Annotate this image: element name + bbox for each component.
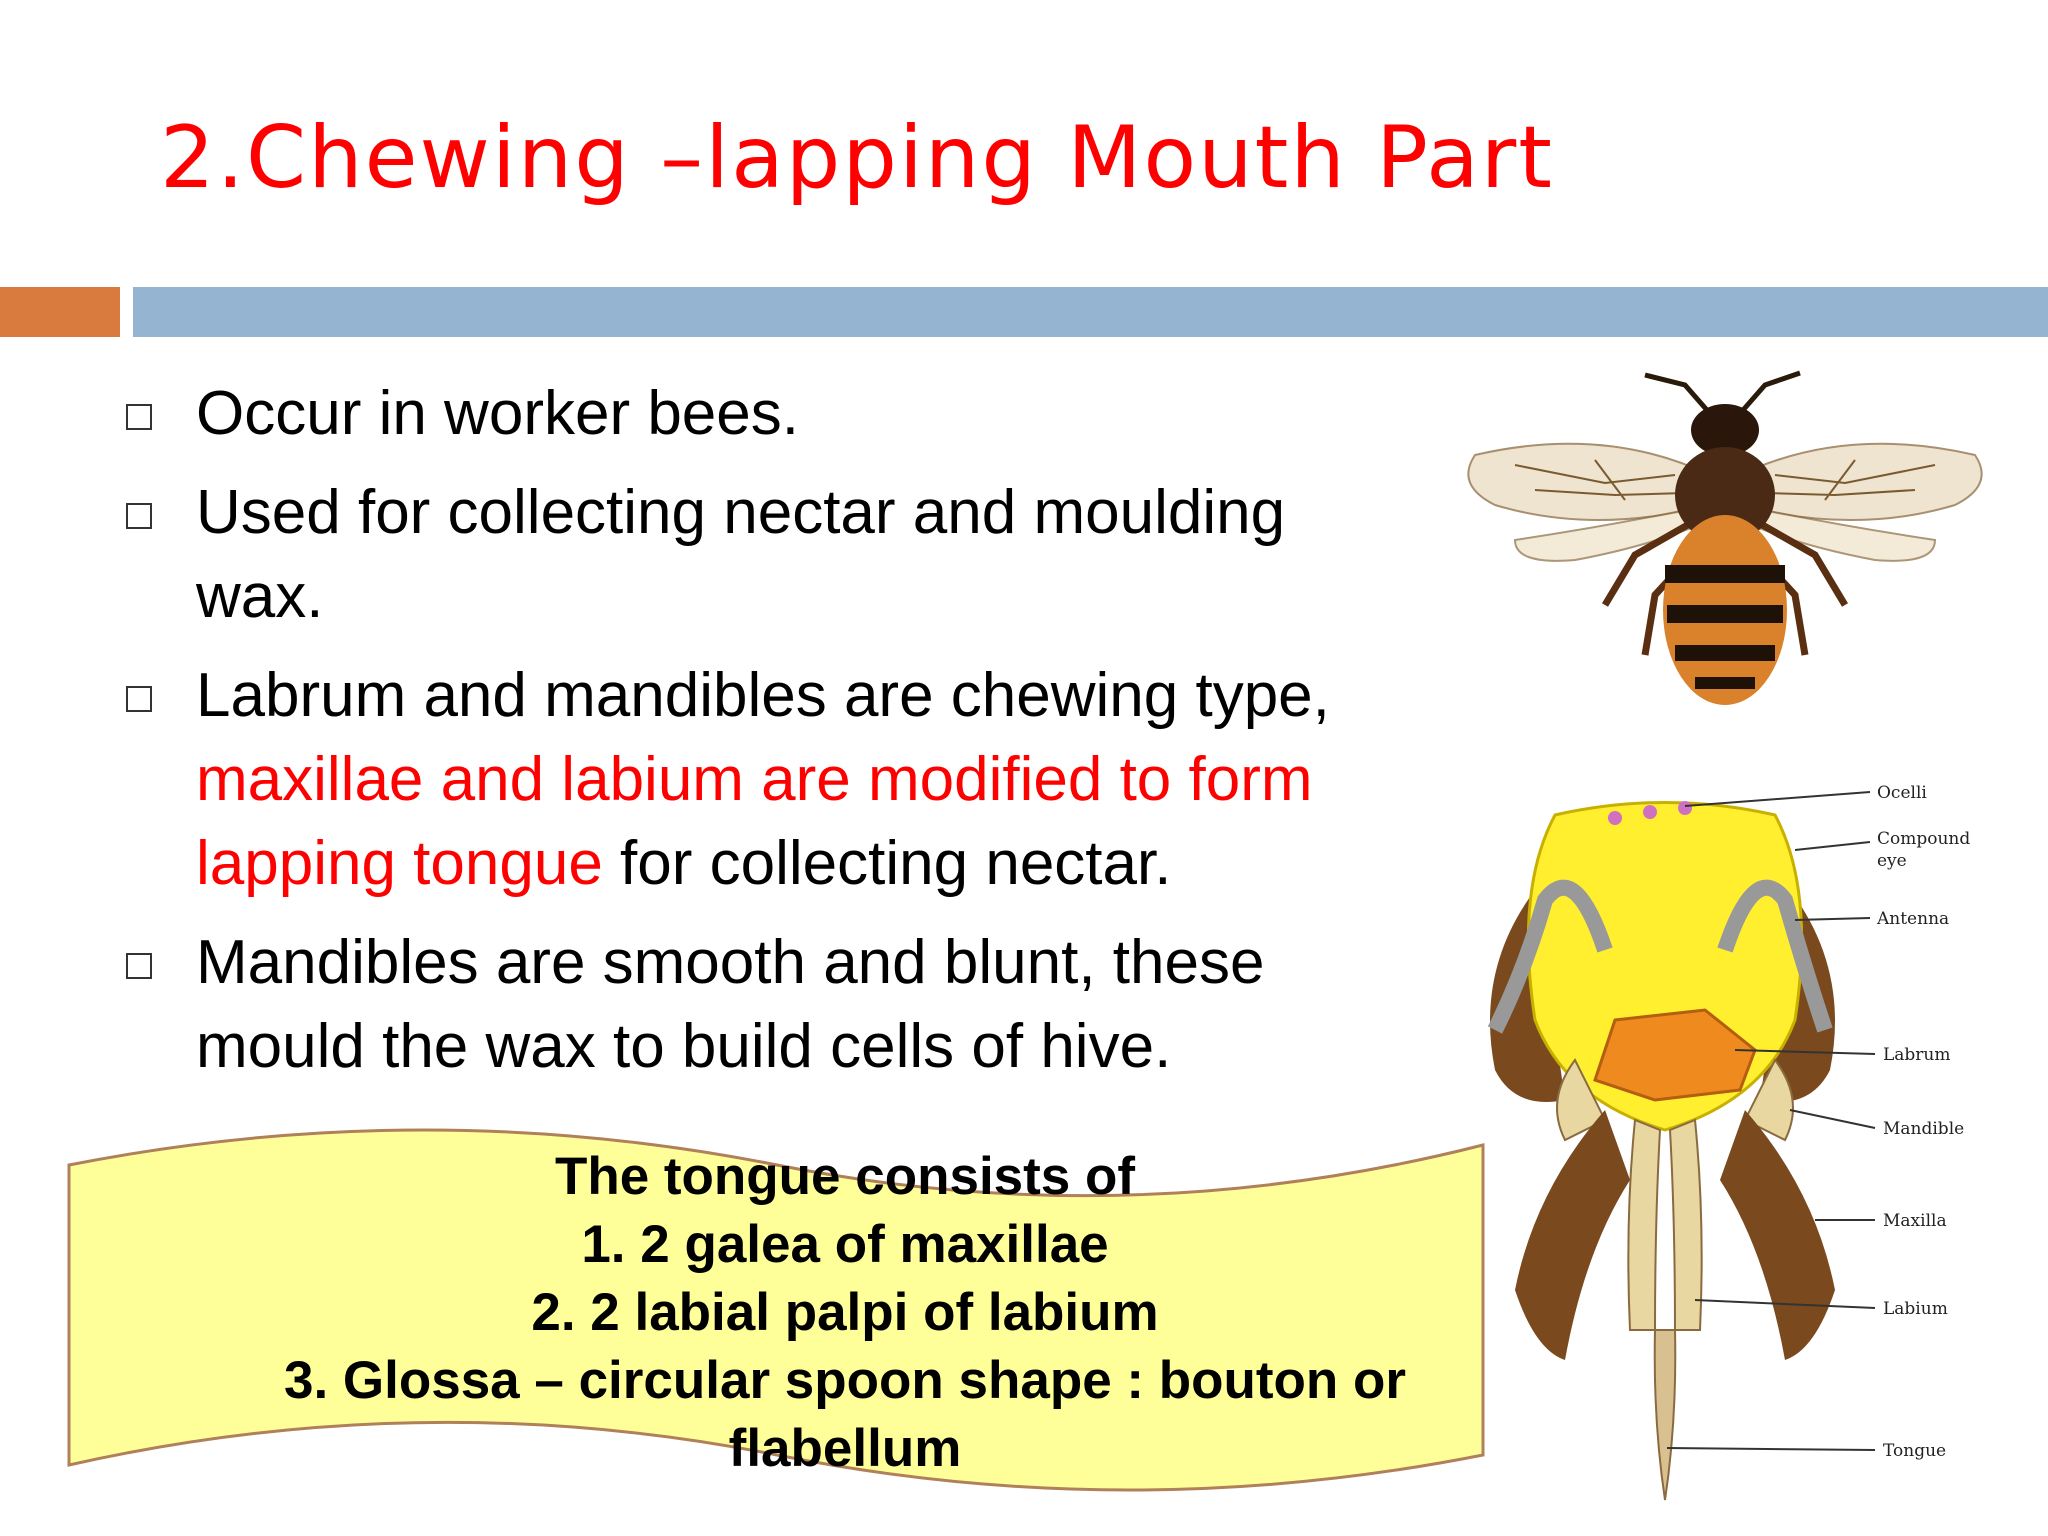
- callout-heading: The tongue consists of: [554, 1147, 1136, 1206]
- square-bullet-icon: [126, 503, 152, 529]
- label-ocelli: Ocelli: [1877, 783, 1927, 803]
- bullet-highlight-text: maxillae and labium are modified to form lapping tongue: [196, 745, 1313, 898]
- bullet-item: [126, 471, 1416, 639]
- label-labium: Labium: [1883, 1299, 1948, 1319]
- label-antenna: Antenna: [1877, 909, 1950, 929]
- slide-title: 2.Chewing –lapping Mouth Part: [160, 108, 1554, 208]
- callout-item: 2. 2 labial palpi of labium: [531, 1283, 1159, 1342]
- accent-bar-blue: [133, 287, 2048, 337]
- square-bullet-icon: [126, 953, 152, 979]
- bullet-text: Mandibles are smooth and blunt, these mould the wax to build cells of hive.: [196, 928, 1265, 1081]
- bullet-item: [126, 372, 1416, 456]
- label-compound-eye: Compound: [1877, 829, 1971, 849]
- callout-item: 3. Glossa – circular spoon shape : bouton or: [283, 1351, 1407, 1410]
- label-compound-eye-2: eye: [1877, 851, 1907, 871]
- callout-item: 1. 2 galea of maxillae: [581, 1215, 1109, 1274]
- square-bullet-icon: [126, 686, 152, 712]
- bullet-list: [126, 372, 1416, 1104]
- bullet-text-end: for collecting nectar.: [602, 829, 1172, 898]
- callout-text: [135, 1143, 1555, 1483]
- bullet-text: Occur in worker bees.: [196, 379, 799, 448]
- bullet-item: [126, 921, 1416, 1089]
- label-labrum: Labrum: [1883, 1045, 1951, 1065]
- label-maxilla: Maxilla: [1883, 1211, 1947, 1231]
- label-tongue: Tongue: [1883, 1441, 1947, 1461]
- bullet-text-start: Labrum and mandibles are chewing type,: [196, 661, 1330, 730]
- bullet-item: [126, 654, 1416, 906]
- honeybee-illustration: [1455, 365, 1995, 710]
- label-mandible: Mandible: [1883, 1119, 1965, 1139]
- callout-item: flabellum: [728, 1419, 962, 1478]
- square-bullet-icon: [126, 404, 152, 430]
- tongue-callout: [65, 1125, 1490, 1495]
- bullet-text: Used for collecting nectar and moulding wax.: [196, 478, 1286, 631]
- accent-bar-orange: [0, 287, 120, 337]
